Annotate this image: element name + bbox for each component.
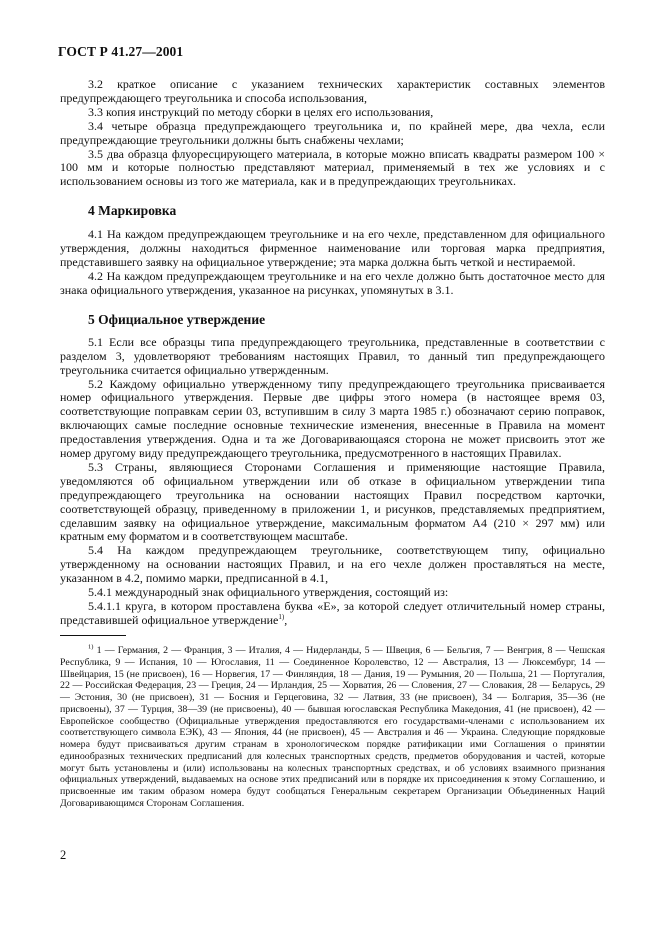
running-header: ГОСТ Р 41.27—2001: [58, 44, 184, 59]
section-4-heading: 4 Маркировка: [88, 203, 177, 219]
paragraph-5-4-1-1-text: 5.4.1.1 круга, в котором проставлена буква «Е», за которой следует отличительный номер страны, представившей официальное утверждение: [60, 599, 605, 627]
paragraph-3-2: 3.2 краткое описание с указанием технических характеристик составных элементов предупреждающего треугольника и способа использования,: [60, 77, 605, 105]
paragraph-5-4-1-1-tail: ,: [284, 612, 288, 627]
footnote: [60, 645, 605, 810]
paragraph-5-2: 5.2 Каждому официально утвержденному типу предупреждающего треугольника присваивается номер официального утверждения. Первые две цифры этого номера (в настоящее время 03, соответствующие поправкам серии 03, вступившим в силу 3 марта 1985 г.) обозначают серию поправок, включающих самые последние основные технические изменения, внесенные в Правила на момент предоставления утверждения. Одна и та же Договаривающаяся сторона не может присвоить этот же номер другому виду предупреждающего треугольника, предусмотренного в настоящих Правилах.: [60, 376, 605, 461]
paragraph-5-4: 5.4 На каждом предупреждающем треугольнике, соответствующем типу, официально утвержденному на основании настоящих Правил, и на его чехле должен проставляться на месте, указанном в 4.2, помимо марки, предписанной в 4.1,: [60, 543, 605, 586]
paragraph-4-2: 4.2 На каждом предупреждающем треугольнике и на его чехле должно быть достаточное место для знака официального утверждения, указанное на рисунках, упомянутых в 3.1.: [60, 268, 605, 297]
footnote-marker: 1): [88, 643, 94, 651]
paragraph-4-1: 4.1 На каждом предупреждающем треугольнике и на его чехле, представленном для официального утверждения, должны находиться фирменное наименование или торговая марка предприятия, представившего заявку на официальное утверждение; эта марка должна быть четкой и нестираемой.: [60, 227, 605, 270]
section-5-heading: 5 Официальное утверждение: [88, 311, 266, 327]
footnote-text: 1 — Германия, 2 — Франция, 3 — Италия, 4 — Нидерланды, 5 — Швеция, 6 — Бельгия, 7 — Венгрия, 8 — Чешская Республика, 9 — Испания, 10 — Югославия, 11 — Соединенное Королевство, 12 — Австралия, 13 — Люксембург, 14 — Швейцария, 15 (не присвоен), 16 — Норвегия, 17 — Финляндия, 18 — Дания, 19 — Румыния, 20 — Польша, 21 — Португалия, 22 — Российская Федерация, 23 — Греция, 24 — Ирландия, 25 — Хорватия, 26 — Словения, 27 — Словакия, 28 — Беларусь, 29 — Эстония, 30 (не присвоен), 31 — Босния и Герцеговина, 32 — Латвия, 33 (не присвоен), 34 — Болгария, 35—36 (не присвоены), 37 — Турция, 38—39 (не присвоены), 40 — бывшая югославская Республика Македония, 41 (не присвоен), 42 — Европейское сообщество (Официальные утверждения предоставляются его государствами-членами с использованием их соответствующего символа ЕЭК), 43 — Япония, 44 (не присвоен), 45 — Австралия и 46 — Украина. Следующие порядковые номера будут присваиваться другим странам в хронологическом порядке ратификации ими Соглашения о принятии единообразных технических предписаний для колесных транспортных средств, предметов оборудования и частей, которые могут быть установлены и (или) использованы на колесных транспортных средствах, и об условиях взаимного признания официальных утверждений, выдаваемых на основе этих предписаний или в порядке их присоединения к этому Соглашению, и присвоенные им таким образом номера будут сообщаться Генеральным секретарем Организации Объединенных Наций Договаривающимся Сторонам Соглашения.: [60, 645, 605, 809]
paragraph-3-3: 3.3 копия инструкций по методу сборки в целях его использования,: [88, 104, 434, 119]
paragraph-5-1: 5.1 Если все образцы типа предупреждающего треугольника, представленные в соответствии с разделом 3, удовлетворяют требованиям настоящих Правил, то данный тип предупреждающего треугольника считается официально утвержденным.: [60, 334, 605, 377]
page-number: 2: [60, 848, 67, 862]
paragraph-3-4: 3.4 четыре образца предупреждающего треугольника и, по крайней мере, два чехла, если предупреждающие треугольники должны быть снабжены чехлами;: [60, 118, 605, 147]
body-text: [60, 78, 605, 628]
paragraph-5-3: 5.3 Страны, являющиеся Сторонами Соглашения и применяющие настоящие Правила, уведомляются об официальном утверждении или об отказе в официальном утверждении типа предупреждающего треугольника на основании настоящих Правил посредством карточки, соответствующей образцу, приведенному в приложении 1, и рисунков, представляемых предприятием, сделавшим заявку на официальное утверждение, максимальным форматом А4 (210 × 297 мм) или кратным ему форматом и в соответствующем масштабе.: [60, 459, 605, 544]
footnote-reference[interactable]: 1): [278, 612, 285, 621]
paragraph-5-4-1: 5.4.1 международный знак официального утверждения, состоящий из:: [88, 585, 449, 600]
paragraph-3-5: 3.5 два образца флуоресцирующего материала, в которые можно вписать квадраты размером 100 × 100 мм и которые полностью представляют материал, применяемый в тех же условиях и с использованием основы из того же материала, как и в предупреждающих треугольниках.: [60, 146, 605, 189]
footnote-divider: [60, 635, 126, 636]
paragraph-5-4-1-1: [60, 600, 605, 628]
